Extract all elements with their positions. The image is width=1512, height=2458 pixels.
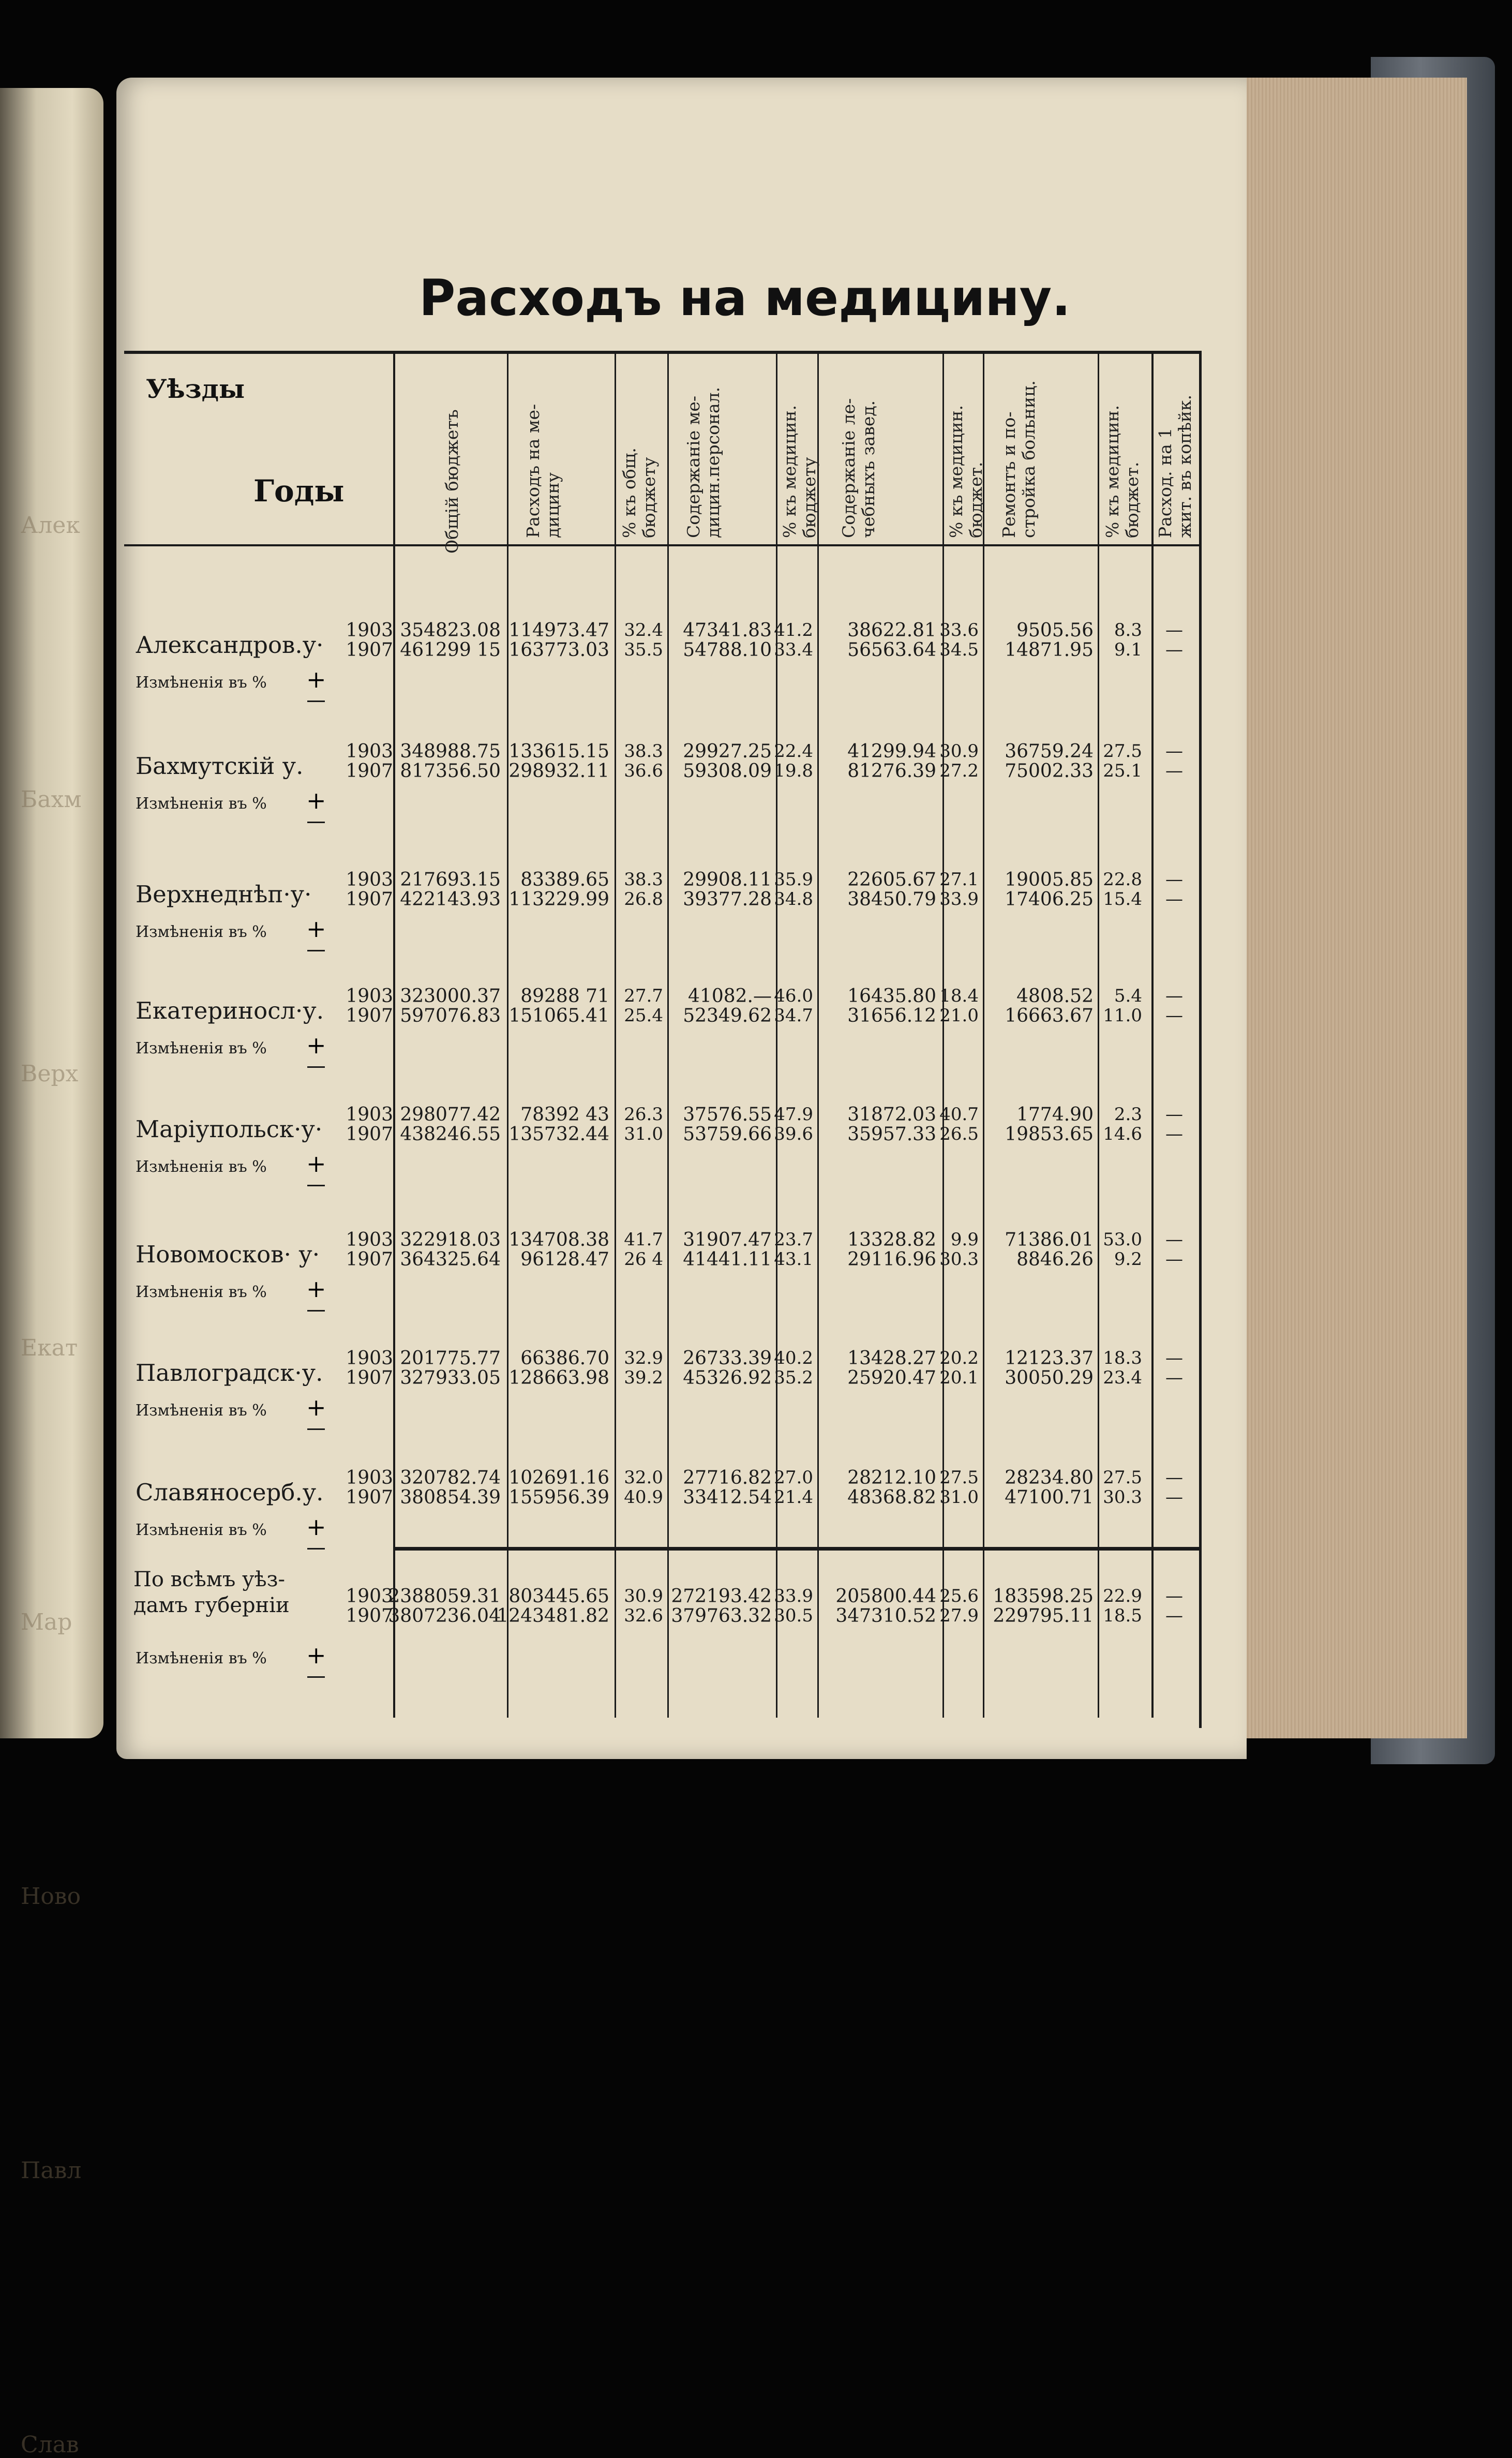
column-header-line: Содержаніе ле- [839, 398, 859, 538]
row-1907-cell: 31.0 [939, 1487, 979, 1508]
row-1903-cell: 33.6 [939, 620, 979, 640]
row-1903-cell: 322918.03 [400, 1229, 501, 1250]
change-label: Измѣненія въ % [136, 1039, 267, 1057]
row-1903-cell: 18.3 [1103, 1348, 1142, 1368]
row-1903-cell: 22.8 [1103, 869, 1142, 890]
column-header [1103, 357, 1158, 538]
change-plus: + [306, 1513, 326, 1541]
row-1907-cell: 17406.25 [1005, 889, 1094, 910]
column-rule [1098, 351, 1099, 1718]
total-1903-cell: 30.9 [624, 1586, 663, 1606]
row-1907-cell: 33.4 [774, 639, 813, 660]
change-label: Измѣненія въ % [136, 795, 267, 813]
year-label: 1903 [346, 741, 393, 762]
change-minus [307, 1310, 325, 1312]
total-1907-cell: 379763.32 [671, 1605, 772, 1627]
row-1903-cell: 27.1 [939, 869, 979, 890]
row-1907-cell: 25.4 [624, 1005, 663, 1026]
row-1907-cell: 135732.44 [508, 1124, 609, 1145]
row-1907-cell: 52349.62 [683, 1005, 772, 1026]
row-1903-cell: 40.7 [939, 1104, 979, 1125]
row-1903-cell: 46.0 [774, 986, 813, 1006]
year-label: 1907 [346, 1367, 393, 1389]
row-1907-cell: 21.0 [939, 1005, 979, 1026]
total-1903-cell: 25.6 [939, 1586, 979, 1606]
row-1903-cell: 320782.74 [400, 1467, 501, 1488]
row-1907-cell: 35.2 [774, 1367, 813, 1388]
total-1907-cell: 18.5 [1103, 1605, 1142, 1626]
column-rule [507, 351, 508, 1718]
column-header-line: Ремонтъ и по- [999, 411, 1019, 538]
change-label: Измѣненія въ % [136, 1283, 267, 1301]
row-1907-cell: 30050.29 [1005, 1367, 1094, 1389]
row-1907-cell: 96128.47 [520, 1249, 609, 1270]
row-1903-cell: 29908.11 [683, 869, 772, 890]
row-1907-cell: 30.3 [1103, 1487, 1142, 1508]
row-1903-cell: 201775.77 [400, 1348, 501, 1369]
row-1903-cell: 27716.82 [683, 1467, 772, 1488]
column-rule [393, 351, 395, 1718]
row-1903-cell: 134708.38 [508, 1229, 609, 1250]
row-1903-cell: 26733.39 [683, 1348, 772, 1369]
row-1907-cell: 11.0 [1103, 1005, 1142, 1026]
change-label: Измѣненія въ % [136, 1649, 267, 1667]
row-1903-cell: 114973.47 [508, 620, 609, 641]
table-right-rule [1199, 351, 1202, 1728]
column-rule [942, 351, 944, 1718]
column-header [947, 357, 1001, 538]
year-label: 1903 [346, 1104, 393, 1125]
row-1907-cell: — [1165, 889, 1183, 910]
row-1903-cell: — [1165, 1104, 1183, 1125]
total-1907-cell: 27.9 [939, 1605, 979, 1626]
column-header-line: бюджет. [965, 461, 986, 538]
row-1903-cell: 27.5 [1103, 741, 1142, 762]
row-1903-cell: 217693.15 [400, 869, 501, 890]
column-rule [667, 351, 669, 1718]
change-minus [307, 1428, 325, 1430]
row-1907-cell: 155956.39 [508, 1487, 609, 1508]
column-rule [776, 351, 777, 1718]
header-gody: Годы [253, 473, 345, 509]
row-1903-cell: 27.5 [939, 1467, 979, 1488]
totals-separator [393, 1547, 1200, 1551]
row-1903-cell: 8.3 [1114, 620, 1142, 640]
row-1903-cell: 78392 43 [520, 1104, 609, 1125]
district-name: Верхнеднѣп·у· [136, 881, 312, 908]
row-1907-cell: 34.7 [774, 1005, 813, 1026]
column-header-line: стройка больниц. [1018, 380, 1039, 538]
row-1903-cell: 36759.24 [1005, 741, 1094, 762]
year-label: 1903 [346, 1229, 393, 1250]
row-1907-cell: 8846.26 [1016, 1249, 1094, 1270]
row-1907-cell: 113229.99 [508, 889, 609, 910]
row-1903-cell: 22605.67 [847, 869, 936, 890]
row-1903-cell: 348988.75 [400, 741, 501, 762]
change-plus: + [306, 1275, 326, 1303]
table-top-rule [124, 351, 1200, 354]
row-1903-cell: 38.3 [624, 741, 663, 762]
year-label: 1907 [346, 1249, 393, 1270]
row-1907-cell: 33.9 [939, 889, 979, 910]
left-page-edge [0, 88, 103, 2458]
change-label: Измѣненія въ % [136, 1521, 267, 1539]
row-1903-cell: 66386.70 [520, 1348, 609, 1369]
row-1907-cell: 30.3 [939, 1249, 979, 1270]
year-label: 1907 [346, 1487, 393, 1508]
year-label: 1903 [346, 1467, 393, 1488]
year-label: 1907 [346, 761, 393, 782]
column-header-line: бюджет. [1121, 461, 1142, 538]
row-1903-cell: 27.0 [774, 1467, 813, 1488]
row-1907-cell: 327933.05 [400, 1367, 501, 1389]
row-1907-cell: 128663.98 [508, 1367, 609, 1389]
left-page-ghost-text: Павл [21, 2157, 82, 2184]
row-1907-cell: 14.6 [1103, 1124, 1142, 1144]
change-plus: + [306, 915, 326, 943]
year-label: 1903 [346, 1348, 393, 1369]
column-header [620, 357, 675, 538]
row-1907-cell: — [1165, 1005, 1183, 1026]
total-1903-cell: 22.9 [1103, 1586, 1142, 1606]
row-1907-cell: 59308.09 [683, 761, 772, 782]
district-name: Александров.у· [136, 631, 324, 659]
row-1907-cell: 19853.65 [1005, 1124, 1094, 1145]
row-1903-cell: 47341.83 [683, 620, 772, 641]
change-plus: + [306, 1150, 326, 1178]
column-header [442, 373, 462, 554]
total-1907-cell: 229795.11 [993, 1605, 1094, 1627]
row-1907-cell: 23.4 [1103, 1367, 1142, 1388]
column-rule [817, 351, 819, 1718]
row-1903-cell: — [1165, 620, 1183, 640]
left-page-ghost-text: Слав [21, 2432, 79, 2458]
row-1907-cell: 31.0 [624, 1124, 663, 1144]
row-1907-cell: 597076.83 [400, 1005, 501, 1026]
row-1907-cell: 26.5 [939, 1124, 979, 1144]
row-1903-cell: 1774.90 [1016, 1104, 1094, 1125]
row-1907-cell: 48368.82 [847, 1487, 936, 1508]
row-1907-cell: — [1165, 639, 1183, 660]
row-1903-cell: 27.5 [1103, 1467, 1142, 1488]
column-header-line: бюджету [799, 457, 819, 538]
row-1907-cell: 53759.66 [683, 1124, 772, 1145]
district-name: Павлоградск·у. [136, 1359, 323, 1387]
row-1907-cell: 81276.39 [847, 761, 936, 782]
row-1907-cell: 35957.33 [847, 1124, 936, 1145]
row-1907-cell: 43.1 [774, 1249, 813, 1270]
district-name: Екатериносл·у. [136, 997, 324, 1024]
row-1907-cell: 27.2 [939, 761, 979, 781]
row-1907-cell: 41441.11 [683, 1249, 772, 1270]
row-1903-cell: 133615.15 [508, 741, 609, 762]
row-1903-cell: 5.4 [1114, 986, 1142, 1006]
year-label: 1903 [346, 869, 393, 890]
row-1907-cell: 21.4 [774, 1487, 813, 1508]
left-page-ghost-text: Бахм [21, 786, 82, 813]
row-1907-cell: 45326.92 [683, 1367, 772, 1389]
row-1903-cell: 32.9 [624, 1348, 663, 1368]
change-minus [307, 701, 325, 702]
total-1903-cell: — [1165, 1586, 1183, 1606]
row-1903-cell: 19005.85 [1005, 869, 1094, 890]
row-1903-cell: 27.7 [624, 986, 663, 1006]
row-1907-cell: 33412.54 [683, 1487, 772, 1508]
row-1903-cell: — [1165, 741, 1183, 762]
row-1907-cell: 25.1 [1103, 761, 1142, 781]
row-1903-cell: 83389.65 [520, 869, 609, 890]
total-name: По всѣмъ уѣз- [133, 1568, 285, 1591]
district-name: Маріупольск·у· [136, 1115, 323, 1143]
column-rule [615, 351, 616, 1718]
row-1907-cell: 34.8 [774, 889, 813, 910]
column-header [999, 357, 1054, 538]
change-plus: + [306, 665, 326, 693]
district-name: Славяносерб.у. [136, 1479, 324, 1506]
row-1903-cell: 35.9 [774, 869, 813, 890]
column-header-line: Общій бюджетъ [442, 409, 462, 554]
row-1903-cell: 71386.01 [1005, 1229, 1094, 1250]
row-1907-cell: 163773.03 [508, 639, 609, 661]
row-1907-cell: 20.1 [939, 1367, 979, 1388]
row-1907-cell: 26 4 [624, 1249, 663, 1270]
row-1907-cell: 75002.33 [1005, 761, 1094, 782]
total-1903-cell: 205800.44 [835, 1586, 936, 1607]
year-label: 1907 [346, 1005, 393, 1026]
header-uezdy: Уѣзды [146, 374, 245, 404]
row-1903-cell: 28234.80 [1005, 1467, 1094, 1488]
row-1907-cell: 14871.95 [1005, 639, 1094, 661]
row-1907-cell: — [1165, 1249, 1183, 1270]
column-header-line: жит. въ копѣйк. [1174, 394, 1195, 538]
row-1903-cell: 89288 71 [520, 986, 609, 1007]
left-page-ghost-text: Мар [21, 1609, 72, 1635]
total-1907-cell: 30.5 [774, 1605, 813, 1626]
column-header-line: % къ медицин. [780, 405, 800, 538]
row-1903-cell: 9.9 [950, 1229, 979, 1250]
row-1907-cell: 15.4 [1103, 889, 1142, 910]
left-page-ghost-text: Екат [21, 1335, 78, 1361]
row-1907-cell: 19.8 [774, 761, 813, 781]
column-header-line: % къ медицин. [946, 405, 966, 538]
row-1907-cell: 26.8 [624, 889, 663, 910]
row-1907-cell: 151065.41 [508, 1005, 609, 1026]
change-plus: + [306, 1393, 326, 1421]
row-1903-cell: 26.3 [624, 1104, 663, 1125]
row-1907-cell: 9.2 [1114, 1249, 1142, 1270]
column-header [523, 357, 578, 538]
row-1903-cell: 2.3 [1114, 1104, 1142, 1125]
column-header-line: % къ медицин. [1102, 405, 1122, 538]
column-header-line: дицин.персонал. [702, 386, 723, 538]
row-1907-cell: 54788.10 [683, 639, 772, 661]
change-plus: + [306, 1641, 326, 1669]
row-1903-cell: 23.7 [774, 1229, 813, 1250]
row-1907-cell: — [1165, 1124, 1183, 1144]
total-1903-cell: 183598.25 [993, 1586, 1094, 1607]
district-name: Бахмутскій у. [136, 752, 304, 780]
total-1903-cell: 803445.65 [508, 1586, 609, 1607]
left-page-ghost-text: Ново [21, 1883, 81, 1910]
year-label: 1907 [346, 639, 393, 661]
row-1907-cell: 38450.79 [847, 889, 936, 910]
column-header-line: Содержаніе ме- [683, 395, 703, 538]
row-1903-cell: 32.0 [624, 1467, 663, 1488]
row-1903-cell: 40.2 [774, 1348, 813, 1368]
row-1907-cell: 39.6 [774, 1124, 813, 1144]
row-1907-cell: 39377.28 [683, 889, 772, 910]
row-1903-cell: 38.3 [624, 869, 663, 890]
row-1903-cell: — [1165, 1229, 1183, 1250]
row-1903-cell: 4808.52 [1016, 986, 1094, 1007]
change-label: Измѣненія въ % [136, 1402, 267, 1420]
row-1903-cell: 31872.03 [847, 1104, 936, 1125]
left-page-ghost-text: Верх [21, 1061, 79, 1087]
row-1903-cell: 30.9 [939, 741, 979, 762]
row-1907-cell: 25920.47 [847, 1367, 936, 1389]
total-1907-cell: — [1165, 1605, 1183, 1626]
row-1903-cell: 47.9 [774, 1104, 813, 1125]
row-1903-cell: — [1165, 1348, 1183, 1368]
change-plus: + [306, 1031, 326, 1059]
row-1903-cell: 31907.47 [683, 1229, 772, 1250]
row-1903-cell: 28212.10 [847, 1467, 936, 1488]
row-1903-cell: 22.4 [774, 741, 813, 762]
row-1903-cell: — [1165, 869, 1183, 890]
row-1903-cell: — [1165, 986, 1183, 1006]
row-1907-cell: — [1165, 1367, 1183, 1388]
row-1903-cell: 41082.— [688, 986, 772, 1007]
row-1903-cell: — [1165, 1467, 1183, 1488]
row-1903-cell: 32.4 [624, 620, 663, 640]
total-1907-cell: 3807236.04 [388, 1605, 501, 1627]
change-label: Измѣненія въ % [136, 923, 267, 941]
year-label: 1903 [346, 620, 393, 641]
row-1903-cell: 37576.55 [683, 1104, 772, 1125]
row-1903-cell: 53.0 [1103, 1229, 1142, 1250]
row-1903-cell: 298077.42 [400, 1104, 501, 1125]
left-page-ghost-text: Алек [21, 512, 80, 539]
change-minus [307, 1548, 325, 1550]
column-header [684, 357, 739, 538]
change-minus [307, 1676, 325, 1678]
row-1907-cell: 9.1 [1114, 639, 1142, 660]
change-label: Измѣненія въ % [136, 1158, 267, 1176]
row-1907-cell: 31656.12 [847, 1005, 936, 1026]
column-header-line: дицину [542, 472, 563, 538]
total-1903-cell: 272193.42 [671, 1586, 772, 1607]
page-title: Расходъ на медицину. [419, 269, 1071, 327]
total-1907-cell: 347310.52 [835, 1605, 936, 1627]
row-1907-cell: 39.2 [624, 1367, 663, 1388]
column-header [839, 357, 894, 538]
change-plus: + [306, 786, 326, 814]
row-1907-cell: 422143.93 [400, 889, 501, 910]
total-1903-cell: 2388059.31 [388, 1586, 501, 1607]
row-1903-cell: 20.2 [939, 1348, 979, 1368]
row-1907-cell: 47100.71 [1005, 1487, 1094, 1508]
row-1903-cell: 354823.08 [400, 620, 501, 641]
row-1903-cell: 102691.16 [508, 1467, 609, 1488]
change-minus [307, 1185, 325, 1186]
total-1907-cell: 32.6 [624, 1605, 663, 1626]
district-name: Новомосков· у· [136, 1241, 320, 1268]
column-header-line: % къ общ. [619, 448, 639, 538]
row-1903-cell: 13428.27 [847, 1348, 936, 1369]
header-bottom-rule [124, 544, 1200, 546]
change-label: Измѣненія въ % [136, 674, 267, 692]
year-label: 1907 [346, 1605, 393, 1627]
row-1903-cell: 38622.81 [847, 620, 936, 641]
column-header [780, 357, 835, 538]
page-stack-edge [1241, 78, 1467, 1738]
row-1907-cell: 34.5 [939, 639, 979, 660]
row-1903-cell: 41299.94 [847, 741, 936, 762]
row-1907-cell: 29116.96 [847, 1249, 936, 1270]
row-1903-cell: 9505.56 [1016, 620, 1094, 641]
year-label: 1903 [346, 986, 393, 1007]
row-1903-cell: 323000.37 [400, 986, 501, 1007]
year-label: 1907 [346, 1124, 393, 1145]
row-1907-cell: — [1165, 1487, 1183, 1508]
row-1903-cell: 41.2 [774, 620, 813, 640]
column-header-line: чебныхъ завед. [858, 400, 878, 538]
row-1907-cell: 40.9 [624, 1487, 663, 1508]
row-1907-cell: 35.5 [624, 639, 663, 660]
row-1903-cell: 12123.37 [1005, 1348, 1094, 1369]
row-1907-cell: 364325.64 [400, 1249, 501, 1270]
row-1903-cell: 16435.80 [847, 986, 936, 1007]
row-1903-cell: 18.4 [939, 986, 979, 1006]
year-label: 1907 [346, 889, 393, 910]
row-1903-cell: 13328.82 [847, 1229, 936, 1250]
change-minus [307, 822, 325, 823]
row-1907-cell: — [1165, 761, 1183, 781]
row-1907-cell: 438246.55 [400, 1124, 501, 1145]
column-header-line: Расход. на 1 [1155, 427, 1175, 538]
change-minus [307, 950, 325, 951]
row-1907-cell: 461299 15 [400, 639, 501, 661]
row-1903-cell: 29927.25 [683, 741, 772, 762]
column-header-line: Расходъ на ме- [523, 404, 543, 538]
year-label: 1903 [346, 1586, 393, 1607]
row-1907-cell: 298932.11 [508, 761, 609, 782]
total-1903-cell: 33.9 [774, 1586, 813, 1606]
column-header-line: бюджету [638, 457, 659, 538]
column-rule [1151, 351, 1154, 1718]
row-1907-cell: 56563.64 [847, 639, 936, 661]
row-1907-cell: 817356.50 [400, 761, 501, 782]
total-1907-cell: 1243481.82 [497, 1605, 609, 1627]
column-rule [983, 351, 984, 1718]
row-1907-cell: 36.6 [624, 761, 663, 781]
total-name: дамъ губерніи [133, 1593, 290, 1617]
change-minus [307, 1066, 325, 1068]
column-header [1156, 357, 1210, 538]
row-1903-cell: 41.7 [624, 1229, 663, 1250]
row-1907-cell: 380854.39 [400, 1487, 501, 1508]
row-1907-cell: 16663.67 [1005, 1005, 1094, 1026]
